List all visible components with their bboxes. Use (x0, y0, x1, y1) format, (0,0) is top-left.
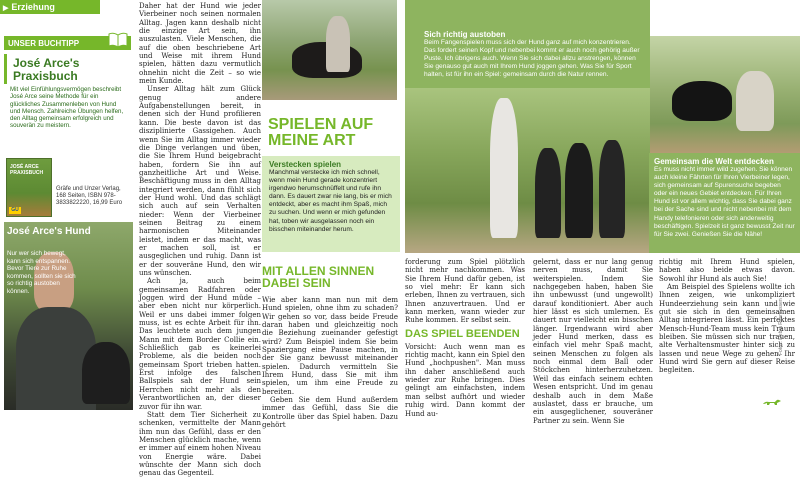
gemeinsam-box (649, 153, 800, 253)
running-dogs-photo (405, 88, 650, 253)
austoben-body: Beim Fangenspielen muss sich der Hund ganz auf mich konzentrieren. Das fordert seinen Kopf und nebenbei kommt er auch noch gehörig außer Puste. Ich übrigens auch. Wenn Sie sich dabei allzu anstrengen, können Sie genauso gut auch mit Ihrem Hund joggen gehen. Was Sie für Sport halten, ist für ihn ein Spiel: gemeinsam durch die Natur rennen. (424, 39, 640, 79)
austoben-title: Sich richtig austoben (424, 30, 506, 39)
sinnen-headline: MIT ALLEN SINNEN DABEI SEIN (262, 264, 375, 290)
dog-shape (672, 81, 732, 121)
verstecken-box (262, 156, 400, 252)
text-column-5 (533, 258, 653, 425)
text-column-4 (405, 258, 525, 418)
paragraph: Unser Alltag hält zum Glück genug andere Aufgabenstellungen bereit, in denen sich der Hund profilieren kann. Die beste davon ist das disziplinierte Gassigehen. Auch wenn Sie im Alltag immer wieder die Dinge verlangen und üben, die Sie Ihrem Hund beigebracht haben, fordern Sie ihn auf ganzheitliche Art und Weise. Beschäftigung muss in den Alltag integriert werden, dann fühlt sich der Hund wohl. Und das schlägt sich auch auf sein Verhalten nieder: Wenn der Vierbeiner seinen Beitrag zu einem harmonischen Miteinander leistet, indem er das macht, was er machen soll, ist er ausgeglichen und ruhig. Dann ist er der souveräne Hund, den wir uns wünschen. (139, 85, 261, 277)
section-tab (0, 0, 100, 14)
triangle-icon: ▶ (3, 5, 9, 12)
runner-shape (490, 98, 518, 238)
text-column-3 (262, 296, 398, 430)
text-column-6 (659, 258, 795, 375)
dog-shape (599, 140, 625, 238)
gemeinsam-title: Gemeinsam die Welt entdecken (654, 157, 774, 166)
spiel-beenden-headline: DAS SPIEL BEENDEN (405, 327, 520, 340)
photo-credit: Fotos: Debra Rasmussen (778, 298, 784, 355)
book-banner-label: UNSER BUCHTIPP (8, 39, 80, 48)
paragraph: gelernt, dass er nur lang genug nerven muss, damit Sie weiterspielen. Indem Sie nachgegeben haben, haben Sie ihn unbewusst (und ungewollt) darauf konditioniert. Aber auch hier lässt es sich umlernen. Es dauert nur vielleicht ein bisschen länger. Irgendwann wird aber jeder Hund merken, dass es einfach viel mehr Spaß macht, seinen Menschen zu folgen als noch einmal dem Ball oder Stöckchen hinterherzuhetzen. Weil das einfach seinem echten Wesen entspricht. Und im genau deshalb auch in dem Maße auslastet, dass er brauche, um ein ausgeglichener, souveräner Partner zu sein. Wenn Sie (533, 258, 653, 425)
book-banner (4, 36, 131, 50)
paragraph: Geben Sie dem Hund außerdem immer das Gefühl, dass Sie die Kontrolle über das Spiel haben. Dazu gehört (262, 396, 398, 430)
man-shape (736, 71, 774, 131)
man-shape (326, 16, 350, 72)
book-title: José Arce's Praxisbuch (4, 54, 131, 84)
text-column-1 (139, 2, 261, 478)
photo-caption-body: Nur wer sich bewegt, kann sich entspannen. Bevor Tiere zur Ruhe kommen, sollten sie sich so richtig austoben können. (7, 250, 76, 295)
paragraph: Am Beispiel des Spielens wollte ich Ihnen zeigen, wie unkompliziert Hundeerziehung sein kann und wie gut sie sich in den gemeinsamen Alltag integrieren lässt. Ein perfektes Mensch-Hund-Team muss kein Traum bleiben. Sie müssen sich nur trauen, alte Verhaltensmuster hinter sich zu lassen und neue Wege zu gehen. Ihr Hund wird Sie gern auf dieser Reise begleiten. (659, 283, 795, 375)
explore-photo (650, 36, 800, 153)
main-headline: SPIELEN AUF MEINE ART (268, 116, 374, 149)
paragraph: Wie aber kann man nun mit dem Hund spielen, ohne ihm zu schaden? Wir gehen so vor, dass beide Freude daran haben und gleichzeitig noch die Beziehung zueinander gefestigt wird? Zum Beispiel indem Sie beim Spaziergang eine Pause machen, in der Sie ganz bewusst miteinander spielen. Dadurch vermitteln Sie Ihrem Hund, dass Sie mit ihm spielen, um ihm eine Freude zu bereiten. (262, 296, 398, 396)
paragraph: Vorsicht: Auch wenn man es richtig macht, kann ein Spiel den Hund „hochpushen". Man muss ihn daher anschließend auch wieder zur Ruhe bringen. Dies gelingt am einfachsten, indem man selbst aufhört und wieder ruhig wird. Dann kommt der Hund au- (405, 342, 525, 418)
paragraph: forderung zum Spiel plötzlich nicht mehr nachkommen. Was Sie Ihrem Hund dafür geben, ist so viel mehr: Er kann sich erleben, Ihnen zu vertrauen, sich Ihnen anzuvertrauen. Und er kann merken, wann wieder zur Ruhe kommen. Er selbst sein. (405, 258, 525, 325)
paragraph: richtig mit Ihrem Hund spielen, haben also beide etwas davon. Sowohl ihr Hund als auch Sie! (659, 258, 795, 283)
dog-shape (82, 342, 130, 404)
verstecken-body: Manchmal verstecke ich mich schnell, wenn mein Hund gerade konzentriert irgendwo herumschnüffelt und rufe ihn dann. Es dauert zwar nie lang, bis er mich entdeckt, aber es macht ihm Spaß, mich zu suchen. Und wenn er mich gefunden hat, toben wir ausgelassen noch ein bisschen miteinander herum. (269, 169, 392, 233)
dog-silhouette-icon (762, 398, 782, 406)
verstecken-title: Verstecken spielen (269, 160, 342, 169)
book-meta: Gräfe und Unzer Verlag, 168 Seiten, ISBN 978-3833822220, 16,99 Euro (56, 186, 123, 206)
dog-shape (535, 148, 561, 238)
gemeinsam-body: Es muss nicht immer wild zugehen. Sie können auch kleine Fährten für Ihren Vierbeiner legen, sich gemeinsam auf Spurensuche begeben oder ein neues Gebiet entdecken. Für Ihren Hund ist vor allem wichtig, dass Sie dabei ganz bei der Sache sind und nicht nebenbei mit dem Handy telefonieren oder sich anderweitig beschäftigen. Spielzeit ist ganz bewusst Zeit nur für Sie zwei. Genießen Sie die Nähe! (654, 166, 795, 238)
open-book-icon (108, 30, 128, 48)
paragraph: Ach ja, auch beim gemeinsamen Radfahren oder Joggen wird der Hund müde – aber eben nicht nur körperlich. Weil er uns dabei immer folgen muss, ist es echte Arbeit für ihn. Das leuchtete auch dem jungen Mann mit dem Border Collie ein. Schließlich gab es keinerlei Probleme, als die beiden noch gemeinsam Sport trieben hatten. Erst infolge des falschen Ballspiels sah der Hund sein Herrchen nicht mehr als den Verantwortlichen an, der dieser zuvor für ihn war. (139, 277, 261, 411)
book-cover-image (6, 158, 52, 217)
austoben-box (405, 0, 650, 88)
section-label: Erziehung (11, 2, 55, 12)
book-cover-title: JOSÉ ARCE PRAXISBUCH (10, 164, 44, 176)
dog-shape (565, 143, 593, 238)
paragraph: Statt dem Tier Sicherheit zu schenken, vermittelte der Mann ihm nun das Gefühl, dass er den Menschen glücklich mache, wenn er immer auf einem hohen Niveau von Energie wäre. Dabei wünschte der Mann sich doch genau das Gegenteil. (139, 410, 261, 478)
paragraph: Daher hat der Hund wie jeder Vierbeiner noch seinen normalen Alltag. Jagen kann deshalb nicht die einzige Art sein, ihn auszulasten. Viele Menschen, die auf die oben beschriebene Art und Weise mit ihrem Hund spielen, hätten dazu vermutlich ohnehin nicht die Zeit – so wie mein Kunde. (139, 2, 261, 86)
publisher-logo: GU (9, 207, 21, 214)
horse-photo (262, 0, 397, 100)
book-tip-box (4, 36, 131, 219)
book-description: Mit viel Einfühlungsvermögen beschreibt José Arce seine Methode für ein glückliches Zusammenleben von Hund und Mensch. Zahlreiche Übungen helfen, den Alltag gemeinsam erfolgreich und souverän zu meistern. (10, 86, 124, 130)
photo-caption-title: José Arce's Hund (7, 226, 91, 237)
